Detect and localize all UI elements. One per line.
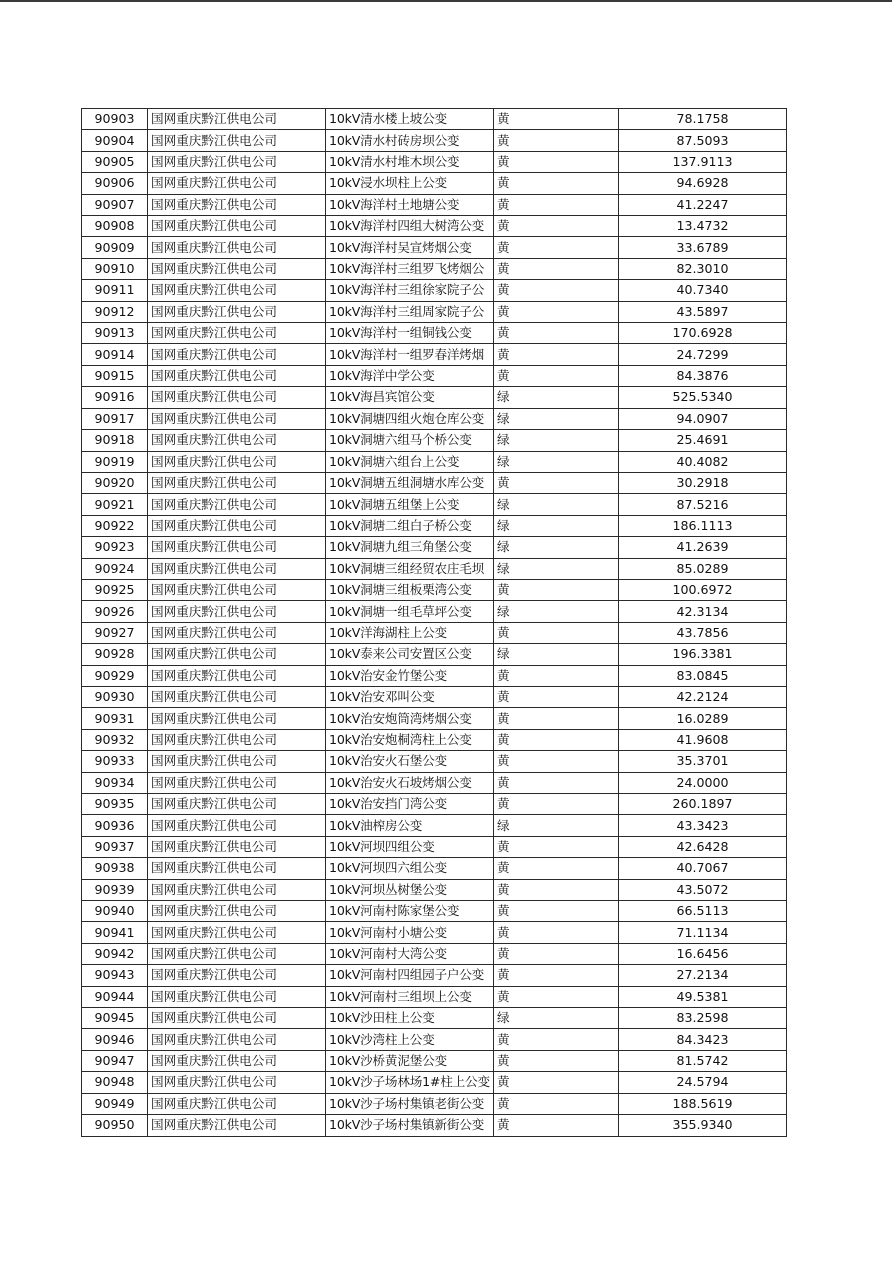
value-cell: 43.3423 bbox=[619, 815, 787, 836]
value-cell: 16.6456 bbox=[619, 943, 787, 964]
status-cell: 黄 bbox=[494, 365, 619, 386]
value-cell: 41.2247 bbox=[619, 194, 787, 215]
company-cell: 国网重庆黔江供电公司 bbox=[148, 901, 326, 922]
row-id-cell: 90904 bbox=[82, 130, 148, 151]
table-row bbox=[82, 1115, 787, 1136]
row-id-cell: 90903 bbox=[82, 109, 148, 130]
transformer-name-cell: 10kV海洋村一组铜钱公变 bbox=[326, 323, 494, 344]
table-row bbox=[82, 943, 787, 964]
company-cell: 国网重庆黔江供电公司 bbox=[148, 729, 326, 750]
row-id-cell: 90942 bbox=[82, 943, 148, 964]
company-cell: 国网重庆黔江供电公司 bbox=[148, 130, 326, 151]
transformer-name-cell: 10kV河坝四六组公变 bbox=[326, 858, 494, 879]
transformer-name-cell: 10kV海洋村土地塘公变 bbox=[326, 194, 494, 215]
row-id-cell: 90928 bbox=[82, 644, 148, 665]
table-row bbox=[82, 901, 787, 922]
transformer-name-cell: 10kV河坝丛树堡公变 bbox=[326, 879, 494, 900]
value-cell: 170.6928 bbox=[619, 323, 787, 344]
status-cell: 黄 bbox=[494, 708, 619, 729]
row-id-cell: 90922 bbox=[82, 515, 148, 536]
row-id-cell: 90905 bbox=[82, 151, 148, 172]
status-cell: 黄 bbox=[494, 858, 619, 879]
status-cell: 绿 bbox=[494, 430, 619, 451]
table-row bbox=[82, 258, 787, 279]
status-cell: 黄 bbox=[494, 130, 619, 151]
value-cell: 186.1113 bbox=[619, 515, 787, 536]
page-top-rule bbox=[0, 0, 892, 2]
value-cell: 84.3876 bbox=[619, 365, 787, 386]
row-id-cell: 90929 bbox=[82, 665, 148, 686]
table-row bbox=[82, 365, 787, 386]
value-cell: 78.1758 bbox=[619, 109, 787, 130]
table-row bbox=[82, 301, 787, 322]
company-cell: 国网重庆黔江供电公司 bbox=[148, 772, 326, 793]
row-id-cell: 90909 bbox=[82, 237, 148, 258]
table-row bbox=[82, 1029, 787, 1050]
table-row bbox=[82, 472, 787, 493]
status-cell: 黄 bbox=[494, 472, 619, 493]
table-row bbox=[82, 772, 787, 793]
table-row bbox=[82, 665, 787, 686]
value-cell: 188.5619 bbox=[619, 1093, 787, 1114]
value-cell: 82.3010 bbox=[619, 258, 787, 279]
value-cell: 43.5897 bbox=[619, 301, 787, 322]
company-cell: 国网重庆黔江供电公司 bbox=[148, 986, 326, 1007]
company-cell: 国网重庆黔江供电公司 bbox=[148, 1029, 326, 1050]
company-cell: 国网重庆黔江供电公司 bbox=[148, 237, 326, 258]
status-cell: 黄 bbox=[494, 965, 619, 986]
row-id-cell: 90939 bbox=[82, 879, 148, 900]
transformer-name-cell: 10kV洞塘一组毛草坪公变 bbox=[326, 601, 494, 622]
table-body bbox=[82, 109, 787, 1137]
table-row bbox=[82, 515, 787, 536]
company-cell: 国网重庆黔江供电公司 bbox=[148, 537, 326, 558]
row-id-cell: 90916 bbox=[82, 387, 148, 408]
transformer-name-cell: 10kV洞塘五组堡上公变 bbox=[326, 494, 494, 515]
value-cell: 30.2918 bbox=[619, 472, 787, 493]
transformer-name-cell: 10kV洞塘二组白子桥公变 bbox=[326, 515, 494, 536]
transformer-name-cell: 10kV河南村大湾公变 bbox=[326, 943, 494, 964]
status-cell: 黄 bbox=[494, 879, 619, 900]
transformer-name-cell: 10kV治安金竹堡公变 bbox=[326, 665, 494, 686]
value-cell: 43.5072 bbox=[619, 879, 787, 900]
transformer-name-cell: 10kV海洋村一组罗春洋烤烟 bbox=[326, 344, 494, 365]
row-id-cell: 90930 bbox=[82, 686, 148, 707]
company-cell: 国网重庆黔江供电公司 bbox=[148, 858, 326, 879]
value-cell: 49.5381 bbox=[619, 986, 787, 1007]
transformer-name-cell: 10kV沙桥黄泥堡公变 bbox=[326, 1050, 494, 1071]
table-row bbox=[82, 579, 787, 600]
transformer-name-cell: 10kV洞塘五组洞塘水库公变 bbox=[326, 472, 494, 493]
row-id-cell: 90935 bbox=[82, 794, 148, 815]
row-id-cell: 90941 bbox=[82, 922, 148, 943]
row-id-cell: 90948 bbox=[82, 1072, 148, 1093]
status-cell: 黄 bbox=[494, 344, 619, 365]
table-row bbox=[82, 237, 787, 258]
status-cell: 黄 bbox=[494, 1072, 619, 1093]
value-cell: 13.4732 bbox=[619, 216, 787, 237]
transformer-name-cell: 10kV洋海湖柱上公变 bbox=[326, 622, 494, 643]
transformer-name-cell: 10kV海洋中学公变 bbox=[326, 365, 494, 386]
value-cell: 42.3134 bbox=[619, 601, 787, 622]
status-cell: 黄 bbox=[494, 729, 619, 750]
table-row bbox=[82, 130, 787, 151]
company-cell: 国网重庆黔江供电公司 bbox=[148, 1072, 326, 1093]
company-cell: 国网重庆黔江供电公司 bbox=[148, 494, 326, 515]
status-cell: 黄 bbox=[494, 151, 619, 172]
table-row bbox=[82, 430, 787, 451]
table-row bbox=[82, 836, 787, 857]
transformer-name-cell: 10kV河南村四组园子户公变 bbox=[326, 965, 494, 986]
transformer-name-cell: 10kV治安炮筒湾烤烟公变 bbox=[326, 708, 494, 729]
status-cell: 黄 bbox=[494, 665, 619, 686]
transformer-name-cell: 10kV沙田柱上公变 bbox=[326, 1008, 494, 1029]
status-cell: 黄 bbox=[494, 579, 619, 600]
transformer-table bbox=[81, 108, 787, 1137]
row-id-cell: 90938 bbox=[82, 858, 148, 879]
table-row bbox=[82, 729, 787, 750]
company-cell: 国网重庆黔江供电公司 bbox=[148, 173, 326, 194]
row-id-cell: 90949 bbox=[82, 1093, 148, 1114]
status-cell: 绿 bbox=[494, 387, 619, 408]
transformer-name-cell: 10kV海洋村吴宣烤烟公变 bbox=[326, 237, 494, 258]
row-id-cell: 90947 bbox=[82, 1050, 148, 1071]
table-row bbox=[82, 408, 787, 429]
table-row bbox=[82, 194, 787, 215]
transformer-name-cell: 10kV海洋村三组罗飞烤烟公 bbox=[326, 258, 494, 279]
transformer-name-cell: 10kV沙子场林场1#柱上公变 bbox=[326, 1072, 494, 1093]
transformer-name-cell: 10kV河南村小塘公变 bbox=[326, 922, 494, 943]
value-cell: 33.6789 bbox=[619, 237, 787, 258]
transformer-name-cell: 10kV治安邓叫公变 bbox=[326, 686, 494, 707]
transformer-name-cell: 10kV泰来公司安置区公变 bbox=[326, 644, 494, 665]
status-cell: 黄 bbox=[494, 1029, 619, 1050]
row-id-cell: 90943 bbox=[82, 965, 148, 986]
row-id-cell: 90946 bbox=[82, 1029, 148, 1050]
table-row bbox=[82, 858, 787, 879]
row-id-cell: 90950 bbox=[82, 1115, 148, 1136]
transformer-name-cell: 10kV沙子场村集镇新街公变 bbox=[326, 1115, 494, 1136]
row-id-cell: 90931 bbox=[82, 708, 148, 729]
row-id-cell: 90927 bbox=[82, 622, 148, 643]
row-id-cell: 90936 bbox=[82, 815, 148, 836]
company-cell: 国网重庆黔江供电公司 bbox=[148, 708, 326, 729]
table-row bbox=[82, 815, 787, 836]
row-id-cell: 90940 bbox=[82, 901, 148, 922]
value-cell: 24.7299 bbox=[619, 344, 787, 365]
row-id-cell: 90924 bbox=[82, 558, 148, 579]
company-cell: 国网重庆黔江供电公司 bbox=[148, 579, 326, 600]
table-row bbox=[82, 537, 787, 558]
table-row bbox=[82, 708, 787, 729]
transformer-name-cell: 10kV洞塘三组经贸农庄毛坝 bbox=[326, 558, 494, 579]
transformer-name-cell: 10kV沙湾柱上公变 bbox=[326, 1029, 494, 1050]
status-cell: 黄 bbox=[494, 173, 619, 194]
company-cell: 国网重庆黔江供电公司 bbox=[148, 836, 326, 857]
table-row bbox=[82, 216, 787, 237]
value-cell: 40.7340 bbox=[619, 280, 787, 301]
table-row bbox=[82, 494, 787, 515]
status-cell: 黄 bbox=[494, 323, 619, 344]
value-cell: 87.5093 bbox=[619, 130, 787, 151]
company-cell: 国网重庆黔江供电公司 bbox=[148, 451, 326, 472]
status-cell: 黄 bbox=[494, 280, 619, 301]
company-cell: 国网重庆黔江供电公司 bbox=[148, 472, 326, 493]
status-cell: 黄 bbox=[494, 751, 619, 772]
transformer-name-cell: 10kV海洋村三组徐家院子公 bbox=[326, 280, 494, 301]
company-cell: 国网重庆黔江供电公司 bbox=[148, 151, 326, 172]
company-cell: 国网重庆黔江供电公司 bbox=[148, 216, 326, 237]
transformer-name-cell: 10kV治安火石坡烤烟公变 bbox=[326, 772, 494, 793]
value-cell: 40.4082 bbox=[619, 451, 787, 472]
company-cell: 国网重庆黔江供电公司 bbox=[148, 430, 326, 451]
value-cell: 41.9608 bbox=[619, 729, 787, 750]
value-cell: 41.2639 bbox=[619, 537, 787, 558]
status-cell: 黄 bbox=[494, 258, 619, 279]
company-cell: 国网重庆黔江供电公司 bbox=[148, 387, 326, 408]
table-row bbox=[82, 280, 787, 301]
row-id-cell: 90944 bbox=[82, 986, 148, 1007]
transformer-name-cell: 10kV治安挡门湾公变 bbox=[326, 794, 494, 815]
status-cell: 绿 bbox=[494, 408, 619, 429]
company-cell: 国网重庆黔江供电公司 bbox=[148, 1093, 326, 1114]
value-cell: 25.4691 bbox=[619, 430, 787, 451]
value-cell: 43.7856 bbox=[619, 622, 787, 643]
company-cell: 国网重庆黔江供电公司 bbox=[148, 280, 326, 301]
status-cell: 黄 bbox=[494, 922, 619, 943]
row-id-cell: 90915 bbox=[82, 365, 148, 386]
value-cell: 355.9340 bbox=[619, 1115, 787, 1136]
status-cell: 黄 bbox=[494, 794, 619, 815]
row-id-cell: 90917 bbox=[82, 408, 148, 429]
row-id-cell: 90934 bbox=[82, 772, 148, 793]
table-row bbox=[82, 451, 787, 472]
status-cell: 绿 bbox=[494, 1008, 619, 1029]
table-row bbox=[82, 922, 787, 943]
value-cell: 66.5113 bbox=[619, 901, 787, 922]
value-cell: 137.9113 bbox=[619, 151, 787, 172]
table-row bbox=[82, 151, 787, 172]
row-id-cell: 90913 bbox=[82, 323, 148, 344]
transformer-name-cell: 10kV治安火石堡公变 bbox=[326, 751, 494, 772]
company-cell: 国网重庆黔江供电公司 bbox=[148, 879, 326, 900]
table-row bbox=[82, 323, 787, 344]
value-cell: 71.1134 bbox=[619, 922, 787, 943]
status-cell: 黄 bbox=[494, 237, 619, 258]
status-cell: 黄 bbox=[494, 1115, 619, 1136]
transformer-name-cell: 10kV洞塘六组台上公变 bbox=[326, 451, 494, 472]
status-cell: 黄 bbox=[494, 194, 619, 215]
company-cell: 国网重庆黔江供电公司 bbox=[148, 109, 326, 130]
table-row bbox=[82, 1050, 787, 1071]
company-cell: 国网重庆黔江供电公司 bbox=[148, 344, 326, 365]
status-cell: 黄 bbox=[494, 836, 619, 857]
table-row bbox=[82, 109, 787, 130]
status-cell: 绿 bbox=[494, 558, 619, 579]
company-cell: 国网重庆黔江供电公司 bbox=[148, 515, 326, 536]
row-id-cell: 90912 bbox=[82, 301, 148, 322]
table-row bbox=[82, 1008, 787, 1029]
table-row bbox=[82, 601, 787, 622]
row-id-cell: 90945 bbox=[82, 1008, 148, 1029]
company-cell: 国网重庆黔江供电公司 bbox=[148, 365, 326, 386]
row-id-cell: 90919 bbox=[82, 451, 148, 472]
transformer-name-cell: 10kV海洋村三组周家院子公 bbox=[326, 301, 494, 322]
transformer-name-cell: 10kV河坝四组公变 bbox=[326, 836, 494, 857]
status-cell: 绿 bbox=[494, 451, 619, 472]
table-row bbox=[82, 173, 787, 194]
status-cell: 绿 bbox=[494, 494, 619, 515]
table-row bbox=[82, 644, 787, 665]
value-cell: 94.0907 bbox=[619, 408, 787, 429]
value-cell: 84.3423 bbox=[619, 1029, 787, 1050]
value-cell: 24.5794 bbox=[619, 1072, 787, 1093]
company-cell: 国网重庆黔江供电公司 bbox=[148, 558, 326, 579]
status-cell: 绿 bbox=[494, 815, 619, 836]
table-row bbox=[82, 1093, 787, 1114]
table-row bbox=[82, 879, 787, 900]
company-cell: 国网重庆黔江供电公司 bbox=[148, 815, 326, 836]
transformer-name-cell: 10kV沙子场村集镇老街公变 bbox=[326, 1093, 494, 1114]
status-cell: 黄 bbox=[494, 686, 619, 707]
row-id-cell: 90925 bbox=[82, 579, 148, 600]
value-cell: 100.6972 bbox=[619, 579, 787, 600]
company-cell: 国网重庆黔江供电公司 bbox=[148, 301, 326, 322]
value-cell: 35.3701 bbox=[619, 751, 787, 772]
transformer-name-cell: 10kV清水村砖房坝公变 bbox=[326, 130, 494, 151]
transformer-name-cell: 10kV浸水坝柱上公变 bbox=[326, 173, 494, 194]
transformer-name-cell: 10kV河南村三组坝上公变 bbox=[326, 986, 494, 1007]
company-cell: 国网重庆黔江供电公司 bbox=[148, 1050, 326, 1071]
value-cell: 27.2134 bbox=[619, 965, 787, 986]
status-cell: 黄 bbox=[494, 1050, 619, 1071]
transformer-name-cell: 10kV河南村陈家堡公变 bbox=[326, 901, 494, 922]
value-cell: 196.3381 bbox=[619, 644, 787, 665]
value-cell: 83.0845 bbox=[619, 665, 787, 686]
status-cell: 绿 bbox=[494, 515, 619, 536]
transformer-name-cell: 10kV洞塘四组火炮仓库公变 bbox=[326, 408, 494, 429]
status-cell: 黄 bbox=[494, 986, 619, 1007]
transformer-name-cell: 10kV清水村堆木坝公变 bbox=[326, 151, 494, 172]
table-row bbox=[82, 622, 787, 643]
value-cell: 87.5216 bbox=[619, 494, 787, 515]
status-cell: 黄 bbox=[494, 622, 619, 643]
status-cell: 黄 bbox=[494, 1093, 619, 1114]
transformer-name-cell: 10kV海昌宾馆公变 bbox=[326, 387, 494, 408]
row-id-cell: 90933 bbox=[82, 751, 148, 772]
table-row bbox=[82, 794, 787, 815]
transformer-name-cell: 10kV洞塘九组三角堡公变 bbox=[326, 537, 494, 558]
table-row bbox=[82, 686, 787, 707]
row-id-cell: 90914 bbox=[82, 344, 148, 365]
company-cell: 国网重庆黔江供电公司 bbox=[148, 601, 326, 622]
row-id-cell: 90918 bbox=[82, 430, 148, 451]
status-cell: 黄 bbox=[494, 216, 619, 237]
status-cell: 绿 bbox=[494, 601, 619, 622]
status-cell: 黄 bbox=[494, 301, 619, 322]
table-row bbox=[82, 344, 787, 365]
transformer-name-cell: 10kV治安炮桐湾柱上公变 bbox=[326, 729, 494, 750]
row-id-cell: 90921 bbox=[82, 494, 148, 515]
company-cell: 国网重庆黔江供电公司 bbox=[148, 686, 326, 707]
value-cell: 260.1897 bbox=[619, 794, 787, 815]
company-cell: 国网重庆黔江供电公司 bbox=[148, 922, 326, 943]
company-cell: 国网重庆黔江供电公司 bbox=[148, 622, 326, 643]
table-row bbox=[82, 965, 787, 986]
status-cell: 绿 bbox=[494, 644, 619, 665]
status-cell: 黄 bbox=[494, 109, 619, 130]
transformer-name-cell: 10kV洞塘六组马个桥公变 bbox=[326, 430, 494, 451]
transformer-name-cell: 10kV海洋村四组大树湾公变 bbox=[326, 216, 494, 237]
table-row bbox=[82, 387, 787, 408]
value-cell: 24.0000 bbox=[619, 772, 787, 793]
table-row bbox=[82, 751, 787, 772]
company-cell: 国网重庆黔江供电公司 bbox=[148, 258, 326, 279]
table-row bbox=[82, 1072, 787, 1093]
company-cell: 国网重庆黔江供电公司 bbox=[148, 194, 326, 215]
status-cell: 黄 bbox=[494, 943, 619, 964]
row-id-cell: 90926 bbox=[82, 601, 148, 622]
company-cell: 国网重庆黔江供电公司 bbox=[148, 408, 326, 429]
value-cell: 81.5742 bbox=[619, 1050, 787, 1071]
row-id-cell: 90907 bbox=[82, 194, 148, 215]
company-cell: 国网重庆黔江供电公司 bbox=[148, 751, 326, 772]
transformer-name-cell: 10kV油榨房公变 bbox=[326, 815, 494, 836]
value-cell: 85.0289 bbox=[619, 558, 787, 579]
status-cell: 绿 bbox=[494, 537, 619, 558]
table-row bbox=[82, 986, 787, 1007]
company-cell: 国网重庆黔江供电公司 bbox=[148, 644, 326, 665]
value-cell: 16.0289 bbox=[619, 708, 787, 729]
company-cell: 国网重庆黔江供电公司 bbox=[148, 943, 326, 964]
row-id-cell: 90910 bbox=[82, 258, 148, 279]
value-cell: 94.6928 bbox=[619, 173, 787, 194]
row-id-cell: 90911 bbox=[82, 280, 148, 301]
value-cell: 83.2598 bbox=[619, 1008, 787, 1029]
value-cell: 525.5340 bbox=[619, 387, 787, 408]
company-cell: 国网重庆黔江供电公司 bbox=[148, 794, 326, 815]
status-cell: 黄 bbox=[494, 901, 619, 922]
value-cell: 40.7067 bbox=[619, 858, 787, 879]
value-cell: 42.2124 bbox=[619, 686, 787, 707]
row-id-cell: 90923 bbox=[82, 537, 148, 558]
row-id-cell: 90908 bbox=[82, 216, 148, 237]
row-id-cell: 90920 bbox=[82, 472, 148, 493]
row-id-cell: 90932 bbox=[82, 729, 148, 750]
company-cell: 国网重庆黔江供电公司 bbox=[148, 965, 326, 986]
table-row bbox=[82, 558, 787, 579]
transformer-name-cell: 10kV洞塘三组板栗湾公变 bbox=[326, 579, 494, 600]
row-id-cell: 90906 bbox=[82, 173, 148, 194]
value-cell: 42.6428 bbox=[619, 836, 787, 857]
company-cell: 国网重庆黔江供电公司 bbox=[148, 1008, 326, 1029]
company-cell: 国网重庆黔江供电公司 bbox=[148, 1115, 326, 1136]
company-cell: 国网重庆黔江供电公司 bbox=[148, 665, 326, 686]
company-cell: 国网重庆黔江供电公司 bbox=[148, 323, 326, 344]
row-id-cell: 90937 bbox=[82, 836, 148, 857]
status-cell: 黄 bbox=[494, 772, 619, 793]
transformer-name-cell: 10kV清水楼上坡公变 bbox=[326, 109, 494, 130]
